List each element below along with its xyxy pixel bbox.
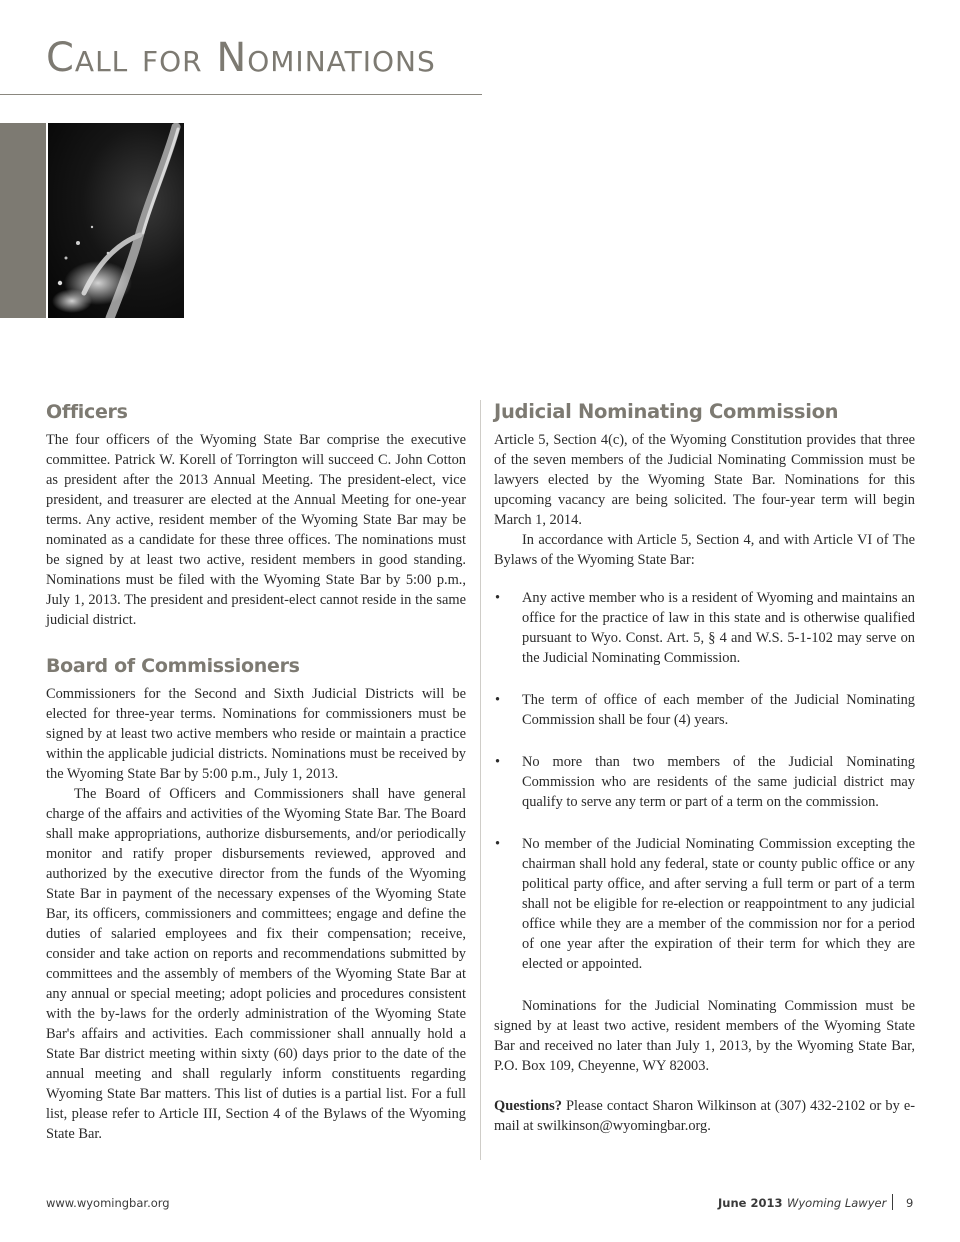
page-title: Call for Nominations	[46, 35, 436, 81]
list-item	[494, 752, 915, 812]
board-paragraph-1: Commissioners for the Second and Sixth Judicial Districts will be elected for three-year terms. Nominations for commissioners must be signed by at least two active members who reside or maintain a practice within the applicable judicial districts. Nominations must be received by the Wyoming State Bar by 5:00 p.m., July 1, 2013.	[46, 686, 466, 782]
page-number: 9	[906, 1196, 914, 1210]
judicial-paragraph-2: In accordance with Article 5, Section 4, and with Article VI of The Bylaws of the Wyoming State Bar:	[494, 532, 915, 568]
right-column	[494, 400, 915, 1136]
questions-paragraph	[494, 1096, 915, 1136]
officers-body: The four officers of the Wyoming State Bar comprise the executive committee. Patrick W. Korell of Torrington will succeed C. John Cotton as president after the 2013 Annual Meeting. The president-elect, vice president, and treasurer are elected at the Annual Meeting for one-year terms. Any active, resident member of the Wyoming State Bar may be nominated as a candidate for these three offices. The nominations must be signed by at least two active, resident members in good standing. Nominations must be filed with the Wyoming State Bar by 5:00 p.m., July 1, 2013. The president and president-elect cannot reside in the same judicial district.	[46, 432, 466, 628]
bullet-icon: •	[495, 692, 501, 708]
footer-issue-date: June 2013	[718, 1196, 783, 1210]
list-item-text: The term of office of each member of the Judicial Nominating Commission shall be four (4) years.	[522, 692, 915, 728]
list-item-text: No more than two members of the Judicial Nominating Commission who are residents of the same judicial district may qualify to serve any term or part of a term on the commission.	[522, 754, 915, 810]
accent-bar	[0, 123, 46, 318]
officers-heading: Officers	[46, 401, 128, 423]
bullet-icon: •	[495, 590, 501, 606]
bullet-icon: •	[495, 754, 501, 770]
list-item	[494, 834, 915, 974]
judicial-heading: Judicial Nominating Commission	[494, 400, 839, 423]
list-item	[494, 690, 915, 730]
questions-text: Please contact Sharon Wilkinson at (307) 432-2102 or by e-mail at swilkinson@wyomingbar.org.	[494, 1098, 915, 1134]
quill-pen-photo	[48, 123, 184, 318]
list-item	[494, 588, 915, 668]
footer-separator	[892, 1194, 893, 1210]
left-column	[46, 400, 466, 1144]
board-paragraph-2: The Board of Officers and Commissioners shall have general charge of the affairs and activities of the Wyoming State Bar. The Board shall make appropriations, authorize disbursements, and/or periodically monitor and ratify proper disbursements reviewed, approved and authorized by the executive director from the funds of the Wyoming State Bar in payment of the necessary expenses of the Wyoming State Bar, its officers, commissioners and committees; engage and define the duties of salaried employees and fix their compensation; receive, consider and take action on reports and recommendations submitted by committees and the assembly of members of the Wyoming State Bar at any annual or special meeting; adopt policies and procedures consistent with the by-laws for the orderly administration of the Wyoming State Bar's affairs and activities. Each commissioner shall annually hold a State Bar district meeting within sixty (60) days prior to the date of the annual meeting and shall regularly inform constituents regarding Wyoming State Bar matters. This list of duties is a partial list. For a full list, please refer to Article III, Section 4 of the Bylaws of the Wyoming State Bar.	[46, 786, 466, 1142]
list-item-text: No member of the Judicial Nominating Commission excepting the chairman shall hold any federal, state or county public office or any political party office, and after serving a full term or part of a term shall not be eligible for re-election or reappointment to any judicial office while they are a member of the commission nor for a period of one year after the expiration of their term for which they are elected or appointed.	[522, 836, 915, 972]
footer-website-link[interactable]: www.wyomingbar.org	[46, 1196, 170, 1210]
bullet-icon: •	[495, 836, 501, 852]
judicial-closing: Nominations for the Judicial Nominating Commission must be signed by at least two active, resident members of the Wyoming State Bar and received no later than July 1, 2013, by the Wyoming State Bar, P.O. Box 109, Cheyenne, WY 82003.	[494, 998, 915, 1074]
footer-magazine-name: Wyoming Lawyer	[787, 1196, 887, 1210]
judicial-bullet-list	[494, 588, 915, 974]
page-footer	[0, 1194, 960, 1214]
board-heading: Board of Commissioners	[46, 655, 300, 677]
title-rule	[0, 94, 482, 95]
judicial-paragraph-1: Article 5, Section 4(c), of the Wyoming Constitution provides that three of the seven members of the Judicial Nominating Commission must be lawyers elected by the Wyoming State Bar. Nominations for this upcoming vacancy are being solicited. The four-year term will begin March 1, 2014.	[494, 432, 915, 528]
questions-label: Questions?	[494, 1098, 562, 1114]
list-item-text: Any active member who is a resident of Wyoming and maintains an office for the practice of law in this state and is otherwise qualified pursuant to Wyo. Const. Art. 5, § 4 and W.S. 5-1-102 may serve on the Judicial Nominating Commission.	[522, 590, 915, 666]
column-divider	[480, 400, 481, 1160]
